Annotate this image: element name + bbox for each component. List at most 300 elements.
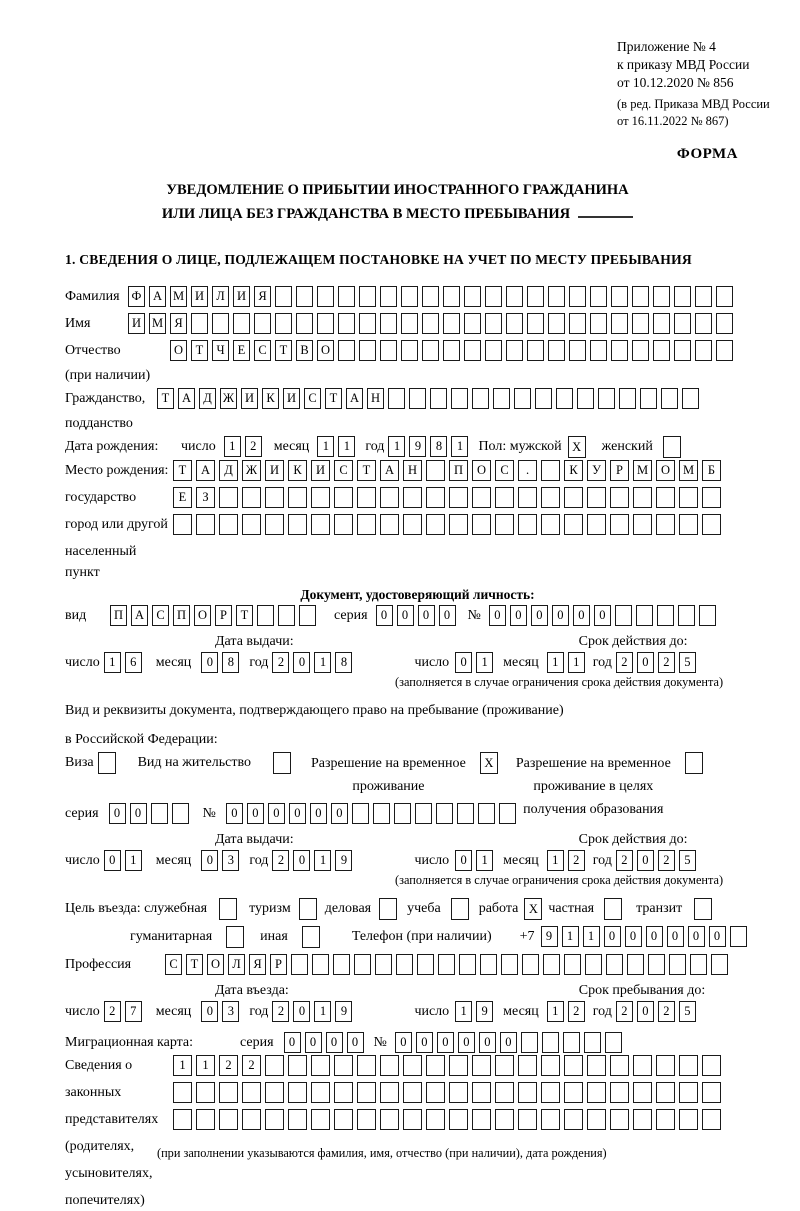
- profession-cell[interactable]: [564, 954, 581, 975]
- phone-cell[interactable]: [730, 926, 747, 947]
- birth-place-cells-1-cell[interactable]: Н: [403, 460, 422, 481]
- rep-cells-2-cell[interactable]: [288, 1082, 307, 1103]
- name-cell[interactable]: [674, 313, 691, 334]
- patronymic-cell[interactable]: Т: [191, 340, 208, 361]
- visa-cell[interactable]: [98, 752, 116, 774]
- surname-cell[interactable]: [338, 286, 355, 307]
- citizenship-cell[interactable]: Т: [325, 388, 342, 409]
- birth-place-cells-3-cell[interactable]: [288, 514, 307, 535]
- citizenship-cell[interactable]: А: [178, 388, 195, 409]
- doc-type-cell[interactable]: Р: [215, 605, 232, 626]
- profession-cell[interactable]: [522, 954, 539, 975]
- rep-cells-1-cell[interactable]: [265, 1055, 284, 1076]
- rep-cells-2-cell[interactable]: [656, 1082, 675, 1103]
- rep-cells-1-cell[interactable]: 2: [242, 1055, 261, 1076]
- birth-place-cells-1-cell[interactable]: М: [633, 460, 652, 481]
- birth-place-cells-2-cell[interactable]: [472, 487, 491, 508]
- profession-cell[interactable]: Р: [270, 954, 287, 975]
- citizenship-cell[interactable]: [472, 388, 489, 409]
- citizenship-cell[interactable]: [619, 388, 636, 409]
- phone-cell[interactable]: 0: [709, 926, 726, 947]
- birth-month-cell[interactable]: 1: [317, 436, 334, 457]
- profession-cell[interactable]: [690, 954, 707, 975]
- name-cell[interactable]: [569, 313, 586, 334]
- rep-cells-3-cell[interactable]: [196, 1109, 215, 1130]
- patronymic-cell[interactable]: [443, 340, 460, 361]
- birth-place-cells-2-cell[interactable]: [311, 487, 330, 508]
- citizenship-cell[interactable]: И: [283, 388, 300, 409]
- doc-series-cell[interactable]: 0: [397, 605, 414, 626]
- phone-cell[interactable]: 0: [646, 926, 663, 947]
- birth-place-cells-1-cell[interactable]: О: [472, 460, 491, 481]
- doc-issue-day-cell[interactable]: 1: [104, 652, 121, 673]
- doc-number-cell[interactable]: [678, 605, 695, 626]
- permit-valid-year-cell[interactable]: 2: [658, 850, 675, 871]
- patronymic-cell[interactable]: [464, 340, 481, 361]
- name-cell[interactable]: [401, 313, 418, 334]
- doc-issue-year-cell[interactable]: 8: [335, 652, 352, 673]
- birth-place-cells-2-cell[interactable]: [403, 487, 422, 508]
- doc-number-cell[interactable]: 0: [552, 605, 569, 626]
- citizenship-cell[interactable]: [451, 388, 468, 409]
- rep-cells-1-cell[interactable]: [334, 1055, 353, 1076]
- rep-cells-2-cell[interactable]: [334, 1082, 353, 1103]
- name-cell[interactable]: [611, 313, 628, 334]
- birth-place-cells-2-cell[interactable]: З: [196, 487, 215, 508]
- citizenship-cell[interactable]: [514, 388, 531, 409]
- rep-cells-2-cell[interactable]: [173, 1082, 192, 1103]
- entry-year-cell[interactable]: 1: [314, 1001, 331, 1022]
- profession-cell[interactable]: [375, 954, 392, 975]
- birth-place-cells-1-cell[interactable]: Т: [357, 460, 376, 481]
- mig-series-cell[interactable]: 0: [326, 1032, 343, 1053]
- birth-place-cells-1-cell[interactable]: М: [679, 460, 698, 481]
- rep-cells-1-cell[interactable]: [587, 1055, 606, 1076]
- rep-cells-3-cell[interactable]: [288, 1109, 307, 1130]
- birth-place-cells-2-cell[interactable]: [518, 487, 537, 508]
- doc-valid-year-cell[interactable]: 0: [637, 652, 654, 673]
- citizenship-cell[interactable]: [409, 388, 426, 409]
- doc-number-cell[interactable]: 0: [489, 605, 506, 626]
- patronymic-cell[interactable]: Ч: [212, 340, 229, 361]
- rep-cells-1-cell[interactable]: [541, 1055, 560, 1076]
- birth-place-cells-1-cell[interactable]: С: [334, 460, 353, 481]
- permit-series-cell[interactable]: 0: [130, 803, 147, 824]
- mig-series-cell[interactable]: 0: [305, 1032, 322, 1053]
- rep-cells-3-cell[interactable]: [173, 1109, 192, 1130]
- mig-number-cell[interactable]: 0: [479, 1032, 496, 1053]
- rep-cells-2-cell[interactable]: [265, 1082, 284, 1103]
- citizenship-cell[interactable]: [493, 388, 510, 409]
- permit-issue-year-cell[interactable]: 9: [335, 850, 352, 871]
- permit-issue-day-cell[interactable]: 0: [104, 850, 121, 871]
- citizenship-cell[interactable]: И: [241, 388, 258, 409]
- name-cell[interactable]: [443, 313, 460, 334]
- purpose-humanitarian-cell[interactable]: [226, 926, 244, 948]
- patronymic-cell[interactable]: [527, 340, 544, 361]
- rep-cells-1-cell[interactable]: 1: [173, 1055, 192, 1076]
- surname-cell[interactable]: [464, 286, 481, 307]
- name-cell[interactable]: [338, 313, 355, 334]
- birth-place-cells-3-cell[interactable]: [334, 514, 353, 535]
- citizenship-cell[interactable]: [430, 388, 447, 409]
- surname-cell[interactable]: И: [191, 286, 208, 307]
- permit-valid-year-cell[interactable]: 5: [679, 850, 696, 871]
- name-cell[interactable]: [275, 313, 292, 334]
- birth-place-cells-3-cell[interactable]: [357, 514, 376, 535]
- profession-cell[interactable]: О: [207, 954, 224, 975]
- profession-cell[interactable]: [354, 954, 371, 975]
- birth-day-cell[interactable]: 2: [245, 436, 262, 457]
- birth-place-cells-2-cell[interactable]: [288, 487, 307, 508]
- birth-place-cells-1-cell[interactable]: Р: [610, 460, 629, 481]
- rep-cells-1-cell[interactable]: [564, 1055, 583, 1076]
- surname-cell[interactable]: [317, 286, 334, 307]
- doc-series-cell[interactable]: 0: [418, 605, 435, 626]
- doc-number-cell[interactable]: 0: [573, 605, 590, 626]
- birth-place-cells-2-cell[interactable]: [564, 487, 583, 508]
- rep-cells-3-cell[interactable]: [449, 1109, 468, 1130]
- name-cell[interactable]: [506, 313, 523, 334]
- permit-number-cell[interactable]: 0: [268, 803, 285, 824]
- purpose-private-cell[interactable]: [604, 898, 622, 920]
- entry-day-cell[interactable]: 2: [104, 1001, 121, 1022]
- birth-month-cell[interactable]: 1: [338, 436, 355, 457]
- name-cell[interactable]: [422, 313, 439, 334]
- doc-valid-month-cell[interactable]: 1: [547, 652, 564, 673]
- rep-cells-1-cell[interactable]: [357, 1055, 376, 1076]
- mig-number-cell[interactable]: 0: [395, 1032, 412, 1053]
- rep-cells-2-cell[interactable]: [196, 1082, 215, 1103]
- permit-valid-day-cell[interactable]: 0: [455, 850, 472, 871]
- birth-place-cells-3-cell[interactable]: [173, 514, 192, 535]
- rep-cells-3-cell[interactable]: [311, 1109, 330, 1130]
- surname-cell[interactable]: М: [170, 286, 187, 307]
- rep-cells-1-cell[interactable]: [495, 1055, 514, 1076]
- rep-cells-2-cell[interactable]: [242, 1082, 261, 1103]
- permit-issue-month-cell[interactable]: 3: [222, 850, 239, 871]
- rep-cells-3-cell[interactable]: [219, 1109, 238, 1130]
- citizenship-cell[interactable]: Д: [199, 388, 216, 409]
- mig-number-cell[interactable]: 0: [437, 1032, 454, 1053]
- rep-cells-2-cell[interactable]: [219, 1082, 238, 1103]
- citizenship-cell[interactable]: С: [304, 388, 321, 409]
- mig-number-cell[interactable]: 0: [500, 1032, 517, 1053]
- mig-number-cell[interactable]: [605, 1032, 622, 1053]
- purpose-other-cell[interactable]: [302, 926, 320, 948]
- birth-place-cells-1-cell[interactable]: С: [495, 460, 514, 481]
- birth-place-cells-2-cell[interactable]: [380, 487, 399, 508]
- permit-series-cell[interactable]: 0: [109, 803, 126, 824]
- profession-cell[interactable]: [501, 954, 518, 975]
- surname-cell[interactable]: [380, 286, 397, 307]
- birth-place-cells-1-cell[interactable]: У: [587, 460, 606, 481]
- birth-place-cells-2-cell[interactable]: [495, 487, 514, 508]
- rep-cells-1-cell[interactable]: 1: [196, 1055, 215, 1076]
- phone-cell[interactable]: 1: [583, 926, 600, 947]
- name-cell[interactable]: [212, 313, 229, 334]
- mig-number-cell[interactable]: 0: [458, 1032, 475, 1053]
- profession-cell[interactable]: [669, 954, 686, 975]
- permit-issue-month-cell[interactable]: 0: [201, 850, 218, 871]
- surname-cell[interactable]: Я: [254, 286, 271, 307]
- birth-place-cells-3-cell[interactable]: [403, 514, 422, 535]
- citizenship-cell[interactable]: Т: [157, 388, 174, 409]
- citizenship-cell[interactable]: А: [346, 388, 363, 409]
- mig-number-cell[interactable]: [521, 1032, 538, 1053]
- profession-cell[interactable]: [606, 954, 623, 975]
- birth-place-cells-3-cell[interactable]: [633, 514, 652, 535]
- rep-cells-3-cell[interactable]: [357, 1109, 376, 1130]
- birth-place-cells-1-cell[interactable]: [426, 460, 445, 481]
- patronymic-cell[interactable]: [422, 340, 439, 361]
- birth-place-cells-1-cell[interactable]: П: [449, 460, 468, 481]
- doc-type-cell[interactable]: П: [110, 605, 127, 626]
- rep-cells-3-cell[interactable]: [472, 1109, 491, 1130]
- stay-year-cell[interactable]: 5: [679, 1001, 696, 1022]
- rep-cells-2-cell[interactable]: [679, 1082, 698, 1103]
- profession-cell[interactable]: [459, 954, 476, 975]
- profession-cell[interactable]: [711, 954, 728, 975]
- birth-place-cells-2-cell[interactable]: [449, 487, 468, 508]
- citizenship-cell[interactable]: [598, 388, 615, 409]
- surname-cell[interactable]: [443, 286, 460, 307]
- surname-cell[interactable]: [632, 286, 649, 307]
- surname-cell[interactable]: [569, 286, 586, 307]
- surname-cell[interactable]: [548, 286, 565, 307]
- doc-number-cell[interactable]: [657, 605, 674, 626]
- profession-cell[interactable]: [585, 954, 602, 975]
- birth-place-cells-1-cell[interactable]: Т: [173, 460, 192, 481]
- name-cell[interactable]: [254, 313, 271, 334]
- doc-valid-year-cell[interactable]: 5: [679, 652, 696, 673]
- stay-day-cell[interactable]: 1: [455, 1001, 472, 1022]
- rep-cells-1-cell[interactable]: [656, 1055, 675, 1076]
- patronymic-cell[interactable]: [338, 340, 355, 361]
- citizenship-cell[interactable]: [682, 388, 699, 409]
- phone-cell[interactable]: 0: [604, 926, 621, 947]
- surname-cell[interactable]: [590, 286, 607, 307]
- profession-cell[interactable]: С: [165, 954, 182, 975]
- entry-month-cell[interactable]: 0: [201, 1001, 218, 1022]
- mig-number-cell[interactable]: [563, 1032, 580, 1053]
- doc-valid-day-cell[interactable]: 1: [476, 652, 493, 673]
- doc-type-cell[interactable]: [257, 605, 274, 626]
- birth-place-cells-2-cell[interactable]: [219, 487, 238, 508]
- patronymic-cell[interactable]: [380, 340, 397, 361]
- doc-valid-year-cell[interactable]: 2: [658, 652, 675, 673]
- rep-cells-3-cell[interactable]: [702, 1109, 721, 1130]
- rep-cells-2-cell[interactable]: [702, 1082, 721, 1103]
- birth-place-cells-3-cell[interactable]: [564, 514, 583, 535]
- permit-valid-year-cell[interactable]: 0: [637, 850, 654, 871]
- name-cell[interactable]: [695, 313, 712, 334]
- citizenship-cell[interactable]: Ж: [220, 388, 237, 409]
- rep-cells-2-cell[interactable]: [495, 1082, 514, 1103]
- citizenship-cell[interactable]: [388, 388, 405, 409]
- doc-series-cell[interactable]: 0: [376, 605, 393, 626]
- doc-number-cell[interactable]: 0: [594, 605, 611, 626]
- birth-place-cells-2-cell[interactable]: [242, 487, 261, 508]
- surname-cell[interactable]: [695, 286, 712, 307]
- patronymic-cell[interactable]: [674, 340, 691, 361]
- birth-place-cells-1-cell[interactable]: Ж: [242, 460, 261, 481]
- birth-place-cells-1-cell[interactable]: .: [518, 460, 537, 481]
- patronymic-cell[interactable]: [653, 340, 670, 361]
- entry-year-cell[interactable]: 0: [293, 1001, 310, 1022]
- birth-place-cells-3-cell[interactable]: [265, 514, 284, 535]
- birth-place-cells-3-cell[interactable]: [242, 514, 261, 535]
- rep-cells-2-cell[interactable]: [403, 1082, 422, 1103]
- temp-residence-edu-cell[interactable]: [685, 752, 703, 774]
- profession-cell[interactable]: [438, 954, 455, 975]
- name-cell[interactable]: [317, 313, 334, 334]
- birth-place-cells-2-cell[interactable]: [541, 487, 560, 508]
- birth-year-cell[interactable]: 1: [388, 436, 405, 457]
- birth-place-cells-2-cell[interactable]: [334, 487, 353, 508]
- citizenship-cell[interactable]: [661, 388, 678, 409]
- rep-cells-2-cell[interactable]: [541, 1082, 560, 1103]
- doc-type-cell[interactable]: Т: [236, 605, 253, 626]
- phone-cell[interactable]: 0: [688, 926, 705, 947]
- birth-year-cell[interactable]: 8: [430, 436, 447, 457]
- permit-issue-day-cell[interactable]: 1: [125, 850, 142, 871]
- rep-cells-2-cell[interactable]: [311, 1082, 330, 1103]
- name-cell[interactable]: [590, 313, 607, 334]
- profession-cell[interactable]: [543, 954, 560, 975]
- doc-issue-year-cell[interactable]: 2: [272, 652, 289, 673]
- birth-place-cells-2-cell[interactable]: [610, 487, 629, 508]
- birth-place-cells-3-cell[interactable]: [472, 514, 491, 535]
- purpose-tourism-cell[interactable]: [299, 898, 317, 920]
- birth-day-cell[interactable]: 1: [224, 436, 241, 457]
- citizenship-cell[interactable]: К: [262, 388, 279, 409]
- permit-issue-year-cell[interactable]: 2: [272, 850, 289, 871]
- name-cell[interactable]: [548, 313, 565, 334]
- rep-cells-1-cell[interactable]: [518, 1055, 537, 1076]
- patronymic-cell[interactable]: С: [254, 340, 271, 361]
- permit-valid-month-cell[interactable]: 1: [547, 850, 564, 871]
- stay-month-cell[interactable]: 2: [568, 1001, 585, 1022]
- rep-cells-2-cell[interactable]: [472, 1082, 491, 1103]
- name-cell[interactable]: [359, 313, 376, 334]
- doc-series-cell[interactable]: 0: [439, 605, 456, 626]
- profession-cell[interactable]: [648, 954, 665, 975]
- stay-year-cell[interactable]: 2: [616, 1001, 633, 1022]
- permit-valid-day-cell[interactable]: 1: [476, 850, 493, 871]
- birth-place-cells-2-cell[interactable]: [587, 487, 606, 508]
- birth-place-cells-3-cell[interactable]: [495, 514, 514, 535]
- doc-valid-year-cell[interactable]: 2: [616, 652, 633, 673]
- profession-cell[interactable]: [396, 954, 413, 975]
- rep-cells-3-cell[interactable]: [587, 1109, 606, 1130]
- patronymic-cell[interactable]: О: [170, 340, 187, 361]
- name-cell[interactable]: И: [128, 313, 145, 334]
- purpose-work-cell[interactable]: X: [524, 898, 542, 920]
- rep-cells-3-cell[interactable]: [610, 1109, 629, 1130]
- surname-cell[interactable]: [527, 286, 544, 307]
- patronymic-cell[interactable]: Т: [275, 340, 292, 361]
- birth-place-cells-3-cell[interactable]: [196, 514, 215, 535]
- profession-cell[interactable]: [312, 954, 329, 975]
- permit-number-cell[interactable]: [394, 803, 411, 824]
- stay-day-cell[interactable]: 9: [476, 1001, 493, 1022]
- purpose-study-cell[interactable]: [451, 898, 469, 920]
- purpose-business-cell[interactable]: [379, 898, 397, 920]
- surname-cell[interactable]: [611, 286, 628, 307]
- patronymic-cell[interactable]: [506, 340, 523, 361]
- doc-number-cell[interactable]: [615, 605, 632, 626]
- birth-place-cells-3-cell[interactable]: [702, 514, 721, 535]
- citizenship-cell[interactable]: [556, 388, 573, 409]
- permit-valid-month-cell[interactable]: 2: [568, 850, 585, 871]
- rep-cells-2-cell[interactable]: [357, 1082, 376, 1103]
- doc-valid-day-cell[interactable]: 0: [455, 652, 472, 673]
- citizenship-cell[interactable]: [535, 388, 552, 409]
- name-cell[interactable]: М: [149, 313, 166, 334]
- birth-place-cells-1-cell[interactable]: Д: [219, 460, 238, 481]
- birth-place-cells-3-cell[interactable]: [426, 514, 445, 535]
- purpose-official-cell[interactable]: [219, 898, 237, 920]
- rep-cells-1-cell[interactable]: [633, 1055, 652, 1076]
- rep-cells-1-cell[interactable]: [702, 1055, 721, 1076]
- surname-cell[interactable]: [506, 286, 523, 307]
- birth-place-cells-2-cell[interactable]: [679, 487, 698, 508]
- doc-type-cell[interactable]: С: [152, 605, 169, 626]
- mig-number-cell[interactable]: [584, 1032, 601, 1053]
- rep-cells-1-cell[interactable]: [288, 1055, 307, 1076]
- entry-year-cell[interactable]: 2: [272, 1001, 289, 1022]
- permit-number-cell[interactable]: [352, 803, 369, 824]
- birth-place-cells-3-cell[interactable]: [380, 514, 399, 535]
- birth-place-cells-1-cell[interactable]: К: [288, 460, 307, 481]
- rep-cells-1-cell[interactable]: [610, 1055, 629, 1076]
- permit-number-cell[interactable]: 0: [331, 803, 348, 824]
- doc-number-cell[interactable]: [636, 605, 653, 626]
- surname-cell[interactable]: [716, 286, 733, 307]
- birth-place-cells-2-cell[interactable]: [656, 487, 675, 508]
- permit-issue-year-cell[interactable]: 1: [314, 850, 331, 871]
- rep-cells-3-cell[interactable]: [564, 1109, 583, 1130]
- birth-place-cells-1-cell[interactable]: О: [656, 460, 675, 481]
- birth-place-cells-1-cell[interactable]: А: [196, 460, 215, 481]
- rep-cells-2-cell[interactable]: [610, 1082, 629, 1103]
- rep-cells-2-cell[interactable]: [587, 1082, 606, 1103]
- permit-number-cell[interactable]: [373, 803, 390, 824]
- doc-issue-month-cell[interactable]: 0: [201, 652, 218, 673]
- doc-type-cell[interactable]: [299, 605, 316, 626]
- permit-series-cell[interactable]: [151, 803, 168, 824]
- birth-place-cells-1-cell[interactable]: И: [311, 460, 330, 481]
- surname-cell[interactable]: Л: [212, 286, 229, 307]
- doc-number-cell[interactable]: [699, 605, 716, 626]
- phone-cell[interactable]: 1: [562, 926, 579, 947]
- birth-place-cells-1-cell[interactable]: [541, 460, 560, 481]
- stay-year-cell[interactable]: 2: [658, 1001, 675, 1022]
- name-cell[interactable]: [632, 313, 649, 334]
- phone-cell[interactable]: 0: [667, 926, 684, 947]
- profession-cell[interactable]: [417, 954, 434, 975]
- surname-cell[interactable]: [359, 286, 376, 307]
- permit-number-cell[interactable]: [499, 803, 516, 824]
- rep-cells-3-cell[interactable]: [334, 1109, 353, 1130]
- name-cell[interactable]: [653, 313, 670, 334]
- patronymic-cell[interactable]: [611, 340, 628, 361]
- mig-number-cell[interactable]: 0: [416, 1032, 433, 1053]
- entry-year-cell[interactable]: 9: [335, 1001, 352, 1022]
- doc-type-cell[interactable]: П: [173, 605, 190, 626]
- surname-cell[interactable]: [653, 286, 670, 307]
